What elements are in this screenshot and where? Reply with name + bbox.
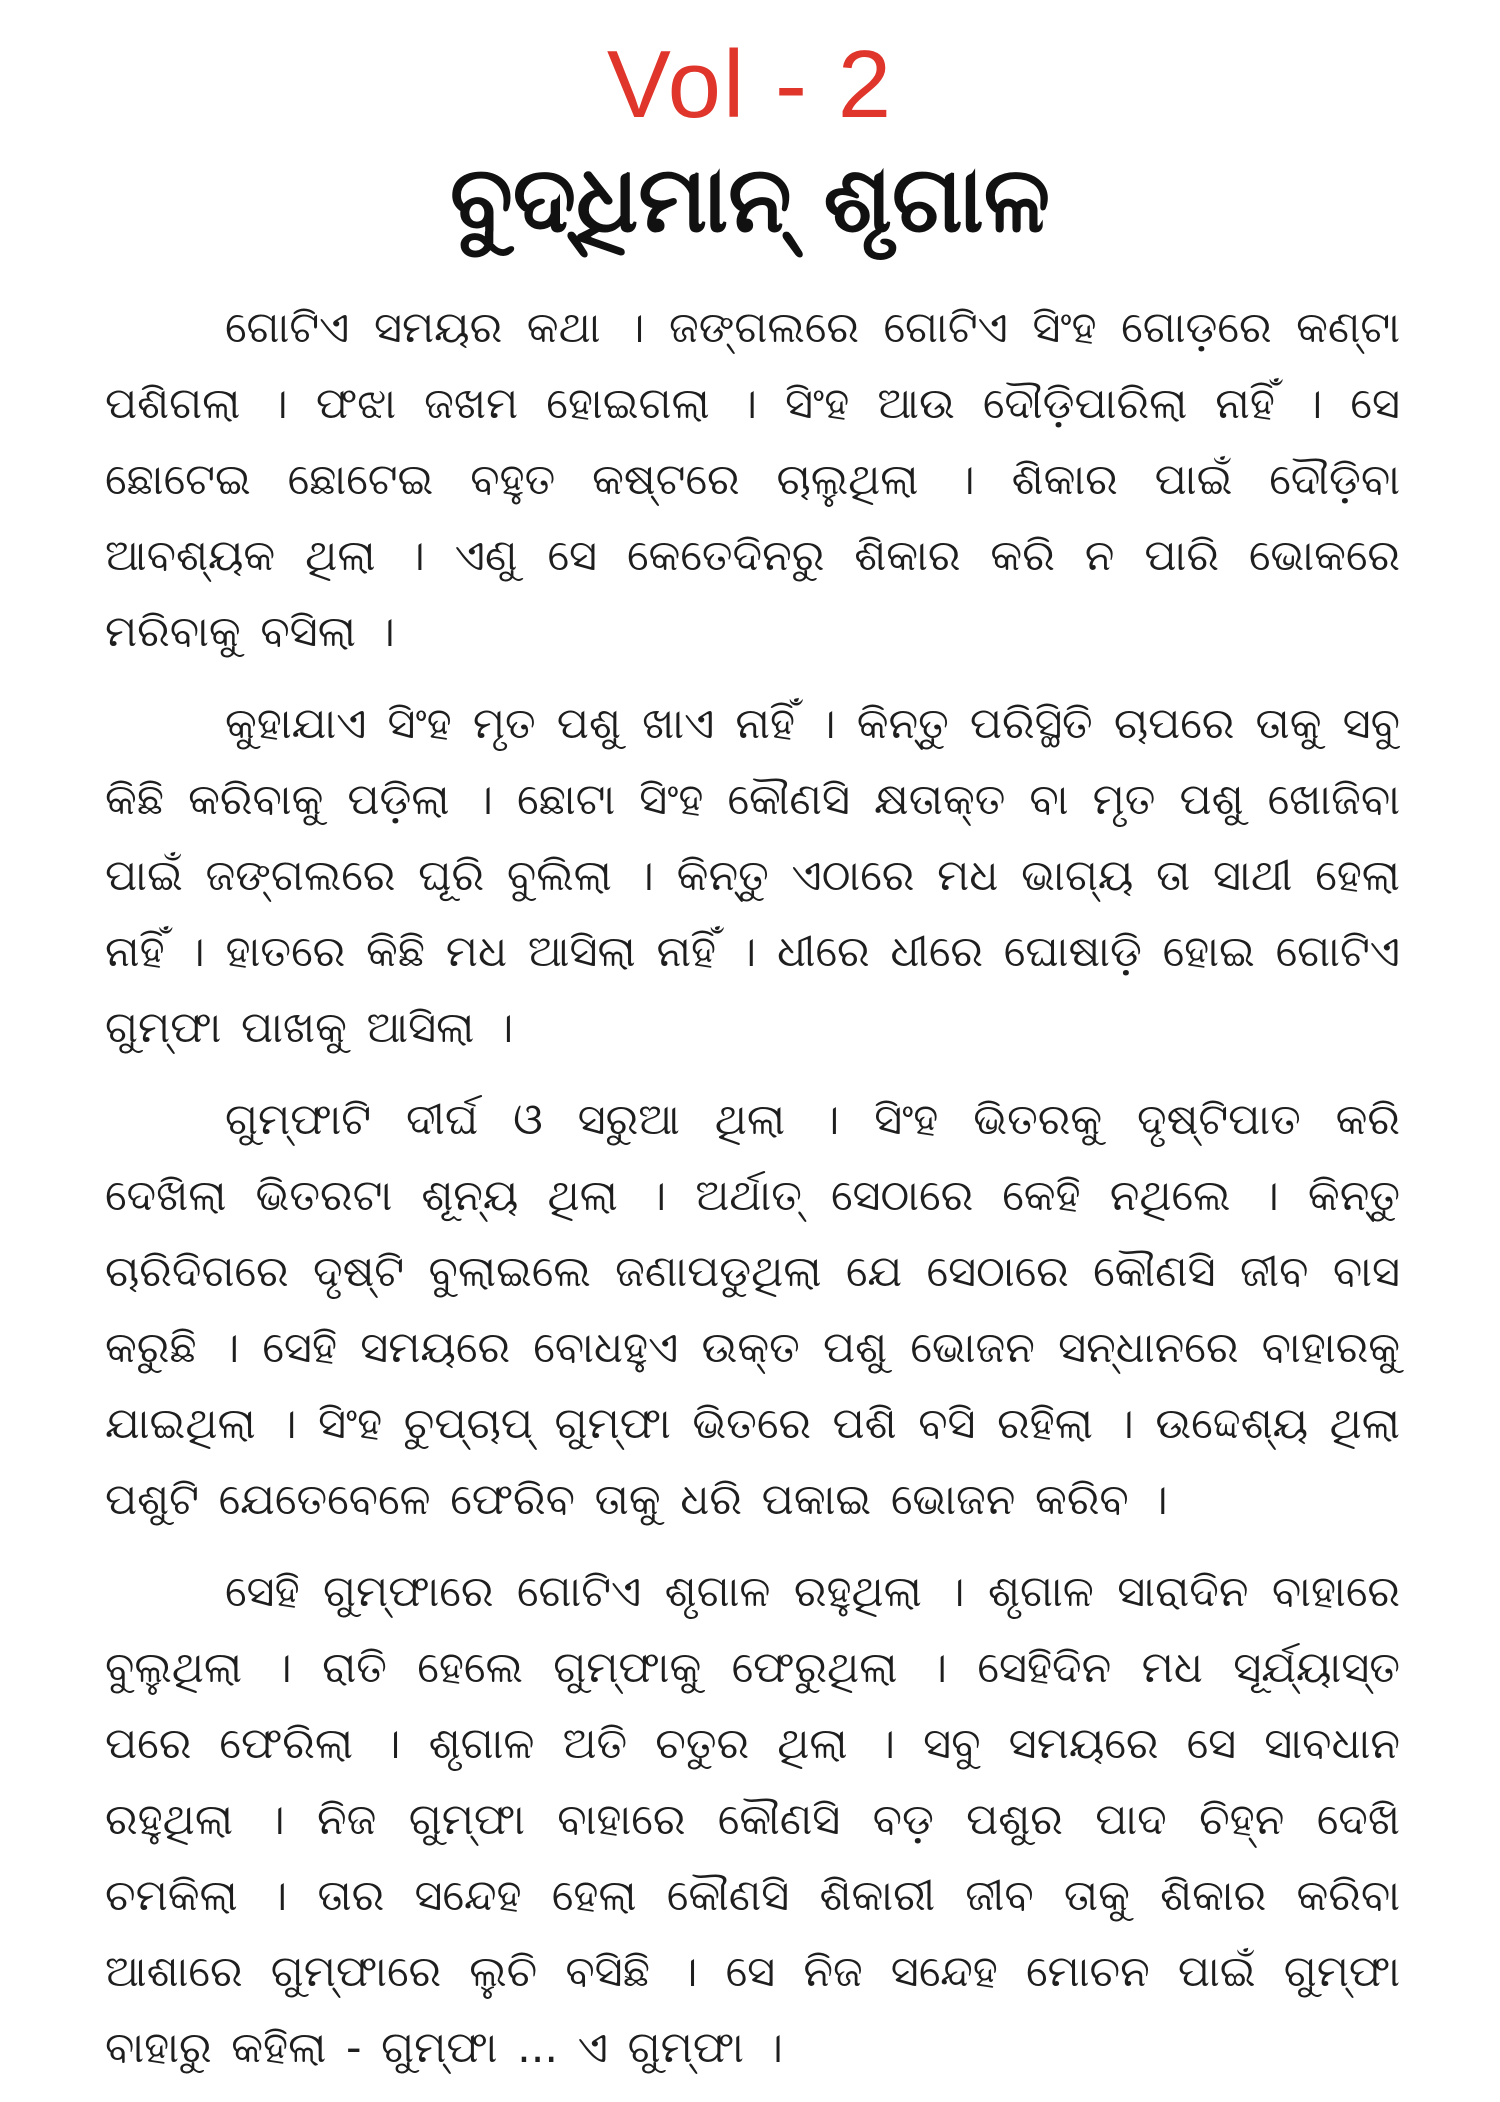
story-title: ବୁଦ୍ଧିମାନ୍ ଶୃଗାଳ [449, 146, 1051, 253]
volume-label: Vol - 2 [606, 31, 894, 138]
paragraph-4: ସେହି ଗୁମ୍ଫାରେ ଗୋଟିଏ ଶୃଗାଳ ରହୁଥିଲା । ଶୃଗାଳ ସାରାଦିନ ବାହାରେ ବୁଲୁଥିଲା । ରାତି ହେଲେ ଗୁମ୍ଫାକୁ ଫେରୁଥିଲା । ସେହିଦିନ ମଧ ସୂର୍ଯ୍ୟାସ୍ତ ପରେ ଫେରିଲା । ଶୃଗାଳ ଅତି ଚତୁର ଥିଲା । ସବୁ ସମୟରେ ସେ ସାବଧାନ ରହୁଥିଲା । ନିଜ ଗୁମ୍ଫା ବାହାରେ କୌଣସି ବଡ଼ ପଶୁର ପାଦ ଚିହ୍ନ ଦେଖି ଚମକିଲା । ତାର ସନ୍ଦେହ ହେଲା କୌଣସି ଶିକାରୀ ଜୀବ ତାକୁ ଶିକାର କରିବା ଆଶାରେ ଗୁମ୍ଫାରେ ଲୁଚି ବସିଛି । ସେ ନିଜ ସନ୍ଦେହ ମୋଚନ ପାଇଁ ଗୁମ୍ଫା ବାହାରୁ କହିଲା - ଗୁମ୍ଫା ... ଏ ଗୁମ୍ଫା । [105, 1567, 1400, 2073]
story-body [105, 290, 1400, 2102]
paragraph-2: କୁହାଯାଏ ସିଂହ ମୃତ ପଶୁ ଖାଏ ନାହିଁ । କିନ୍ତୁ ପରିସ୍ଥିତି ଚାପରେ ତାକୁ ସବୁ କିଛି କରିବାକୁ ପଡ଼ିଲା । ଛୋଟା ସିଂହ କୌଣସି କ୍ଷତାକ୍ତ ବା ମୃତ ପଶୁ ଖୋଜିବା ପାଇଁ ଜଙ୍ଗଲରେ ଘୂରି ବୁଲିଲା । କିନ୍ତୁ ଏଠାରେ ମଧ ଭାଗ୍ୟ ତା ସାଥୀ ହେଲା ନାହିଁ । ହାତରେ କିଛି ମଧ ଆସିଲା ନାହିଁ । ଧୀରେ ଧୀରେ ଘୋଷାଡ଼ି ହୋଇ ଗୋଟିଏ ଗୁମ୍ଫା ପାଖକୁ ଆସିଲା । [105, 699, 1400, 1053]
paragraph-1: ଗୋଟିଏ ସମୟର କଥା । ଜଙ୍ଗଲରେ ଗୋଟିଏ ସିଂହ ଗୋଡ଼ରେ କଣ୍ଟା ପଶିଗଲା । ଫଝା ଜଖମ ହୋଇଗଲା । ସିଂହ ଆଉ ଦୌଡ଼ିପାରିଲା ନାହିଁ । ସେ ଛୋଟେଇ ଛୋଟେଇ ବହୁତ କଷ୍ଟରେ ଚାଲୁଥିଲା । ଶିକାର ପାଇଁ ଦୌଡ଼ିବା ଆବଶ୍ୟକ ଥିଲା । ଏଣୁ ସେ କେତେଦିନରୁ ଶିକାର କରି ନ ପାରି ଭୋକରେ ମରିବାକୁ ବସିଲା । [105, 303, 1400, 657]
paragraph-3: ଗୁମ୍ଫାଟି ଦୀର୍ଘ ଓ ସରୁଆ ଥିଲା । ସିଂହ ଭିତରକୁ ଦୃଷ୍ଟିପାତ କରି ଦେଖିଲା ଭିତରଟା ଶୂନ୍ୟ ଥିଲା । ଅର୍ଥାତ୍ ସେଠାରେ କେହି ନଥିଲେ । କିନ୍ତୁ ଚାରିଦିଗରେ ଦୃଷ୍ଟି ବୁଲାଇଲେ ଜଣାପଡୁଥିଲା ଯେ ସେଠାରେ କୌଣସି ଜୀବ ବାସ କରୁଛି । ସେହି ସମୟରେ ବୋଧହୁଏ ଉକ୍ତ ପଶୁ ଭୋଜନ ସନ୍ଧାନରେ ବାହାରକୁ ଯାଇଥିଲା । ସିଂହ ଚୁପ୍‌ଚାପ୍ ଗୁମ୍ଫା ଭିତରେ ପଶି ବସି ରହିଲା । ଉଦ୍ଦେଶ୍ୟ ଥିଲା ପଶୁଟି ଯେତେବେଳେ ଫେରିବ ତାକୁ ଧରି ପକାଇ ଭୋଜନ କରିବ । [105, 1095, 1400, 1525]
